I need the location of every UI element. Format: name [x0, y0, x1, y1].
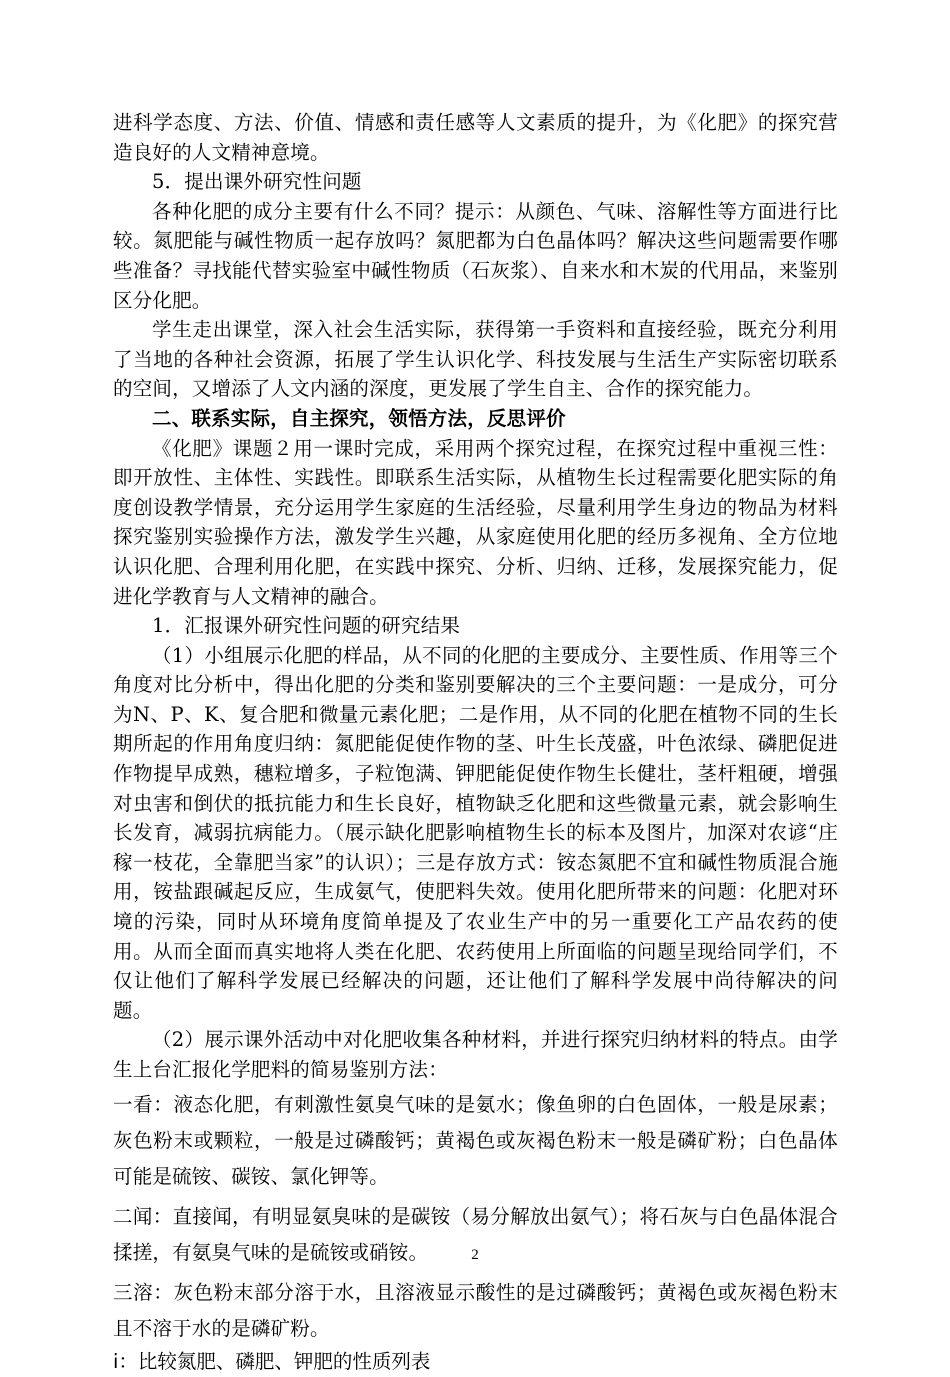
- paragraph-continuation: 进科学态度、方法、价值、情感和责任感等人文素质的提升，为《化肥》的探究营造良好的人文精神意境。: [113, 111, 838, 164]
- method-smell: 二闻：直接闻，有明显氨臭味的是碳铵（易分解放出氨气）；将石灰与白色晶体混合揉搓，有氨臭气味的是硫铵或硝铵。: [113, 1204, 838, 1264]
- section-heading: 二、联系实际，自主探究，领悟方法，反思评价: [152, 406, 566, 430]
- paragraph-activities: （2）展示课外活动中对化肥收集各种材料，并进行探究归纳材料的特点。由学生上台汇报化学肥料的简易鉴别方法：: [113, 1028, 838, 1081]
- paragraph-samples: （1）小组展示化肥的样品，从不同的化肥的主要成分、主要性质、作用等三个角度对比分析中，得出化肥的分类和鉴别要解决的三个主要问题：一是成分，可分为N、P、K、复合肥和微量元素化肥；二是作用，从不同的化肥在植物不同的生长期所起的作用角度归纳：氮肥能促使作物的茎、叶生长茂盛，叶色浓绿、磷肥促进作物提早成熟，穗粒增多，子粒饱满、钾肥能促使作物生长健壮，茎杆粗硬，增强对虫害和倒伏的抵抗能力和生长良好，植物缺乏化肥和这些微量元素，就会影响生长发育，减弱抗病能力。（展示缺化肥影响植物生长的标本及图片，加深对农谚“庄稼一枝花，全靠肥当家”的认识）；三是存放方式：铵态氮肥不宜和碱性物质混合施用，铵盐跟碱起反应，生成氨气，使肥料失效。使用化肥所带来的问题：化肥对环境的污染，同时从环境角度简单提及了农业生产中的另一重要化工产品农药的使用。从而全面而真实地将人类在化肥、农药使用上所面临的问题呈现给同学们，不仅让他们了解科学发展已经解决的问题，还让他们了解科学发展中尚待解决的问题。: [113, 643, 838, 1022]
- heading-report: 1．汇报课外研究性问题的研究结果: [152, 614, 461, 638]
- paragraph-questions: 各种化肥的成分主要有什么不同？提示：从颜色、气味、溶解性等方面进行比较。氮肥能与碱性物质一起存放吗？氮肥都为白色晶体吗？解决这些问题需要作哪些准备？寻找能代替实验室中碱性物质（石灰浆）、自来水和木炭的代用品，来鉴别区分化肥。: [113, 199, 838, 312]
- method-look: 一看：液态化肥，有刺激性氨臭气味的是氨水；像鱼卵的白色固体，一般是尿素；灰色粉末或颗粒，一般是过磷酸钙；黄褐色或灰褐色粉末一般是磷矿粉；白色晶体可能是硫铵、碳铵、氯化钾等。: [113, 1092, 838, 1188]
- document-body: [113, 108, 838, 1377]
- page-number: 2: [471, 1247, 479, 1263]
- method-dissolve: 三溶：灰色粉末部分溶于水，且溶液显示酸性的是过磷酸钙；黄褐色或灰褐色粉末且不溶于水的是磷矿粉。: [113, 1280, 838, 1340]
- paragraph-lesson: 《化肥》课题２用一课时完成，采用两个探究过程，在探究过程中重视三性：即开放性、主体性、实践性。即联系生活实际，从植物生长过程需要化肥实际的角度创设教学情景，充分运用学生家庭的生活经验，尽量利用学生身边的物品为材料探究鉴别实验操作方法，激发学生兴趣，从家庭使用化肥的经历多视角、全方位地认识化肥、合理利用化肥，在实践中探究、分析、归纳、迁移，发展探究能力，促进化学教育与人文精神的融合。: [113, 436, 838, 608]
- heading-question: 5．提出课外研究性问题: [152, 170, 362, 194]
- paragraph-students: 学生走出课堂，深入社会生活实际，获得第一手资料和直接经验，既充分利用了当地的各种社会资源，拓展了学生认识化学、科技发展与生活生产实际密切联系的空间，又增添了人文内涵的深度，更发展了学生自主、合作的探究能力。: [113, 318, 838, 401]
- table-caption: i：比较氮肥、磷肥、钾肥的性质列表: [113, 1349, 431, 1373]
